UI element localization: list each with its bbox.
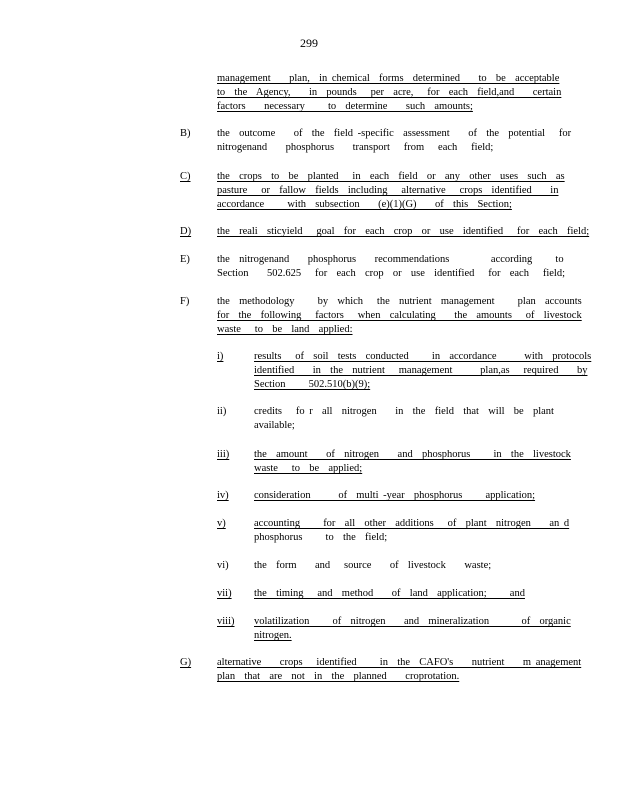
item-c-line-1: the crops to be planted in each field or any other uses such as	[217, 171, 565, 182]
intro-line-1: management plan, in chemical forms determined to be acceptable	[217, 73, 560, 84]
item-e-line-1: the nitrogenand phosphorus recommendations according to	[217, 254, 564, 265]
item-label-g: G)	[180, 657, 192, 668]
subitem-iv-line-1: consideration of multi -year phosphorus application;	[254, 490, 536, 501]
subitem-label-iv: iv)	[217, 490, 229, 501]
subitem-iii-line-1: the amount of nitrogen and phosphorus in the livestock	[254, 449, 571, 460]
subitem-i-line-3: Section 502.510(b)(9);	[254, 379, 371, 390]
item-b-line-1: the outcome of the field -specific assessment of the potential for	[217, 128, 572, 139]
subitem-label-ii: ii)	[217, 406, 227, 417]
intro-line-2: to the Agency, in pounds per acre, for each field,and certain	[217, 87, 562, 98]
item-f-line-2: for the following factors when calculating the amounts of livestock	[217, 310, 582, 321]
subitem-vii-line-1: the timing and method of land application; and	[254, 588, 525, 599]
subitem-label-viii: viii)	[217, 616, 235, 627]
item-e-line-2: Section 502.625 for each crop or use identified for each field;	[217, 268, 565, 279]
item-f-line-3: waste to be land applied:	[217, 324, 353, 335]
subitem-iii-line-2: waste to be applied;	[254, 463, 363, 474]
item-label-d: D)	[180, 226, 192, 237]
item-c-line-2: pasture or fallow fields including alternative crops identified in	[217, 185, 559, 196]
subitem-label-i: i)	[217, 351, 224, 362]
subitem-vi-line-1: the form and source of livestock waste;	[254, 560, 492, 571]
page-number: 299	[300, 36, 318, 50]
subitem-viii-line-2: nitrogen.	[254, 630, 292, 641]
subitem-label-vi: vi)	[217, 560, 229, 571]
item-g-line-1: alternative crops identified in the CAFO's nutrient m anagement	[217, 657, 582, 668]
item-b-line-2: nitrogenand phosphorus transport from each field;	[217, 142, 494, 153]
subitem-v-line-1: accounting for all other additions of plant nitrogen an d	[254, 518, 570, 529]
item-d-line-1: the reali sticyield goal for each crop or use identified for each field;	[217, 226, 590, 237]
item-label-b: B)	[180, 128, 191, 139]
subitem-viii-line-1: volatilization of nitrogen and mineralization of organic	[254, 616, 571, 627]
item-label-e: E)	[180, 254, 190, 265]
item-g-line-2: plan that are not in the planned croprotation.	[217, 671, 460, 682]
subitem-i-line-1: results of soil tests conducted in accordance with protocols	[254, 351, 592, 362]
subitem-label-v: v)	[217, 518, 226, 529]
subitem-label-iii: iii)	[217, 449, 230, 460]
subitem-ii-line-2: available;	[254, 420, 295, 431]
item-c-line-3: accordance with subsection (e)(1)(G) of this Section;	[217, 199, 512, 210]
subitem-v-line-2: phosphorus to the field;	[254, 532, 388, 543]
item-f-line-1: the methodology by which the nutrient management plan accounts	[217, 296, 582, 307]
item-label-c: C)	[180, 171, 191, 182]
subitem-i-line-2: identified in the nutrient management plan,as required by	[254, 365, 588, 376]
item-label-f: F)	[180, 296, 190, 307]
intro-line-3: factors necessary to determine such amounts;	[217, 101, 473, 112]
subitem-label-vii: vii)	[217, 588, 232, 599]
subitem-ii-line-1: credits fo r all nitrogen in the field that will be plant	[254, 406, 554, 417]
